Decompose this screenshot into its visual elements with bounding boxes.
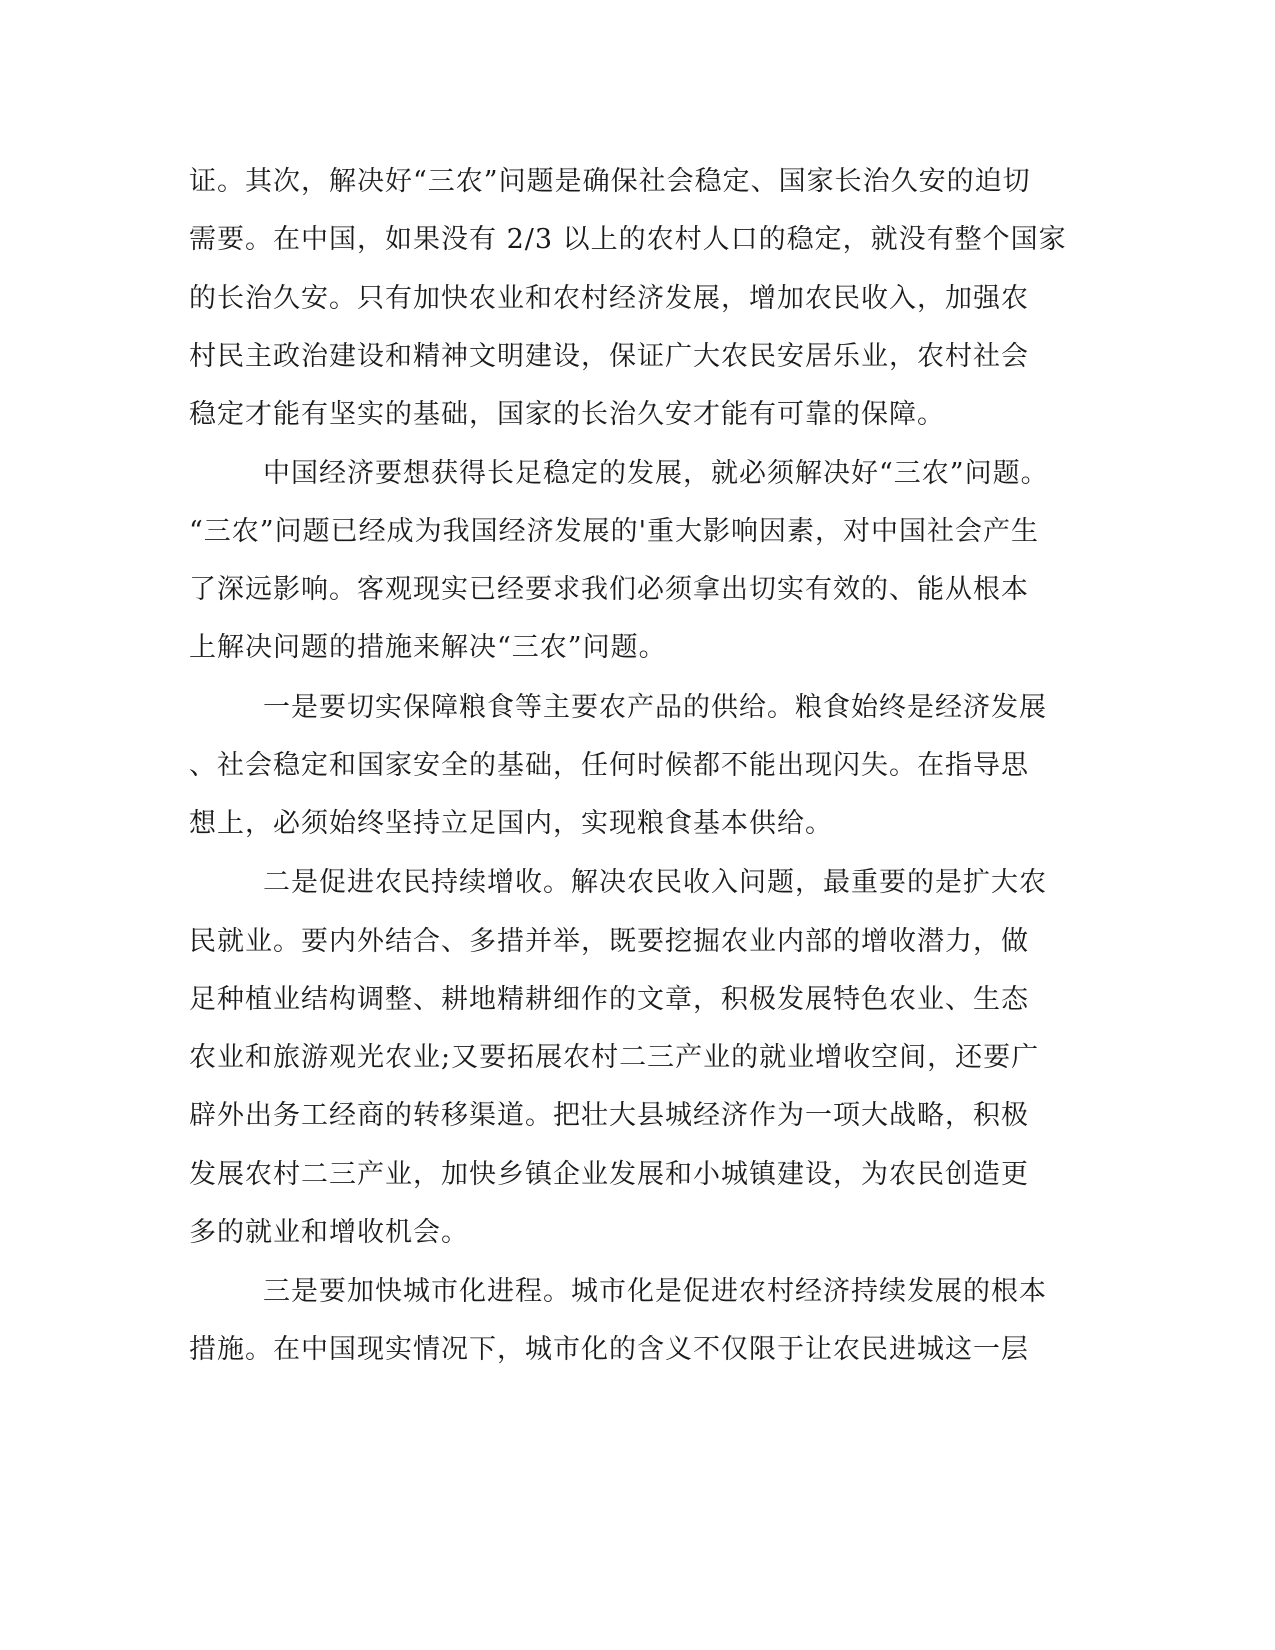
text-line: 措施。在中国现实情况下，城市化的含义不仅限于让农民进城这一层 bbox=[189, 1334, 1029, 1365]
text-line: “三农”问题已经成为我国经济发展的'重大影响因素，对中国社会产生 bbox=[189, 516, 1040, 547]
paragraph-first-line: 三是要加快城市化进程。城市化是促进农村经济持续发展的根本 bbox=[263, 1276, 1047, 1307]
text-line: 上解决问题的措施来解决“三农”问题。 bbox=[189, 632, 667, 663]
text-line: 足种植业结构调整、耕地精耕细作的文章，积极发展特色农业、生态 bbox=[189, 984, 1029, 1015]
text-line: 想上，必须始终坚持立足国内，实现粮食基本供给。 bbox=[189, 808, 833, 839]
text-line: 民就业。要内外结合、多措并举，既要挖掘农业内部的增收潜力，做 bbox=[189, 926, 1029, 957]
paragraph-first-line: 二是促进农民持续增收。解决农民收入问题，最重要的是扩大农 bbox=[263, 867, 1047, 898]
text-line: 需要。在中国，如果没有 2/3 以上的农村人口的稳定，就没有整个国家 bbox=[189, 224, 1067, 255]
text-line: 证。其次，解决好“三农”问题是确保社会稳定、国家长治久安的迫切 bbox=[189, 166, 1031, 197]
text-line: 了深远影响。客观现实已经要求我们必须拿出切实有效的、能从根本 bbox=[189, 574, 1029, 605]
text-line: 农业和旅游观光农业;又要拓展农村二三产业的就业增收空间，还要广 bbox=[189, 1042, 1040, 1073]
text-line: 多的就业和增收机会。 bbox=[189, 1217, 469, 1248]
text-line: 村民主政治建设和精神文明建设，保证广大农民安居乐业，农村社会 bbox=[189, 341, 1029, 372]
paragraph-first-line: 中国经济要想获得长足稳定的发展，就必须解决好“三农”问题。 bbox=[263, 458, 1049, 489]
text-line: 辟外出务工经商的转移渠道。把壮大县城经济作为一项大战略，积极 bbox=[189, 1100, 1029, 1131]
text-line: 的长治久安。只有加快农业和农村经济发展，增加农民收入，加强农 bbox=[189, 283, 1029, 314]
paragraph-first-line: 一是要切实保障粮食等主要农产品的供给。粮食始终是经济发展 bbox=[263, 692, 1047, 723]
text-line: 发展农村二三产业，加快乡镇企业发展和小城镇建设，为农民创造更 bbox=[189, 1159, 1029, 1190]
text-line: 、社会稳定和国家安全的基础，任何时候都不能出现闪失。在指导思 bbox=[189, 750, 1029, 781]
text-line: 稳定才能有坚实的基础，国家的长治久安才能有可靠的保障。 bbox=[189, 399, 945, 430]
